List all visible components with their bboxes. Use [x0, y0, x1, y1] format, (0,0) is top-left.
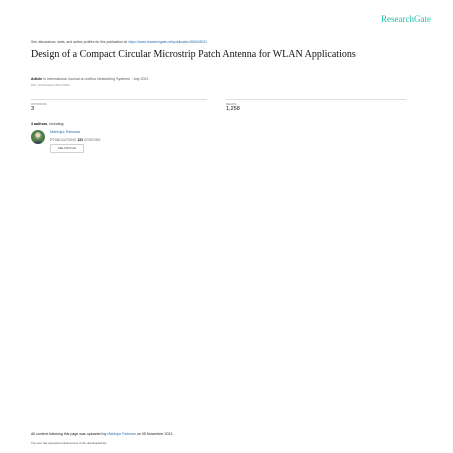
reads-label: READS: [226, 102, 237, 106]
citations-value: 3: [31, 106, 35, 112]
upload-note-prefix: All content following this page was uploaded by: [31, 432, 108, 436]
enhancement-note: The user has requested enhancement of the downloaded file.: [31, 441, 108, 445]
divider-citations: [31, 99, 207, 100]
author-publications-label: PUBLICATIONS: [52, 138, 76, 142]
upload-note-suffix: on 05 November 2021.: [135, 432, 174, 436]
publication-meta: [31, 77, 148, 81]
author-publications-count: 7: [50, 138, 52, 142]
meta-in: in: [43, 77, 46, 81]
authors-heading: [31, 122, 64, 126]
publication-link[interactable]: https://www.researchgate.net/publication/356005011: [128, 40, 207, 44]
authors-including: , including:: [47, 122, 65, 126]
avatar-person-icon: [31, 130, 45, 144]
article-type: Article: [31, 77, 43, 81]
reads-value: 1,258: [226, 106, 240, 112]
author-stats: [50, 138, 100, 142]
uploader-link[interactable]: Mahfujur Rahman: [107, 432, 136, 436]
authors-count: 3 authors: [31, 122, 48, 126]
author-citations-count: 223: [77, 138, 83, 142]
citations-label: CITATIONS: [31, 102, 47, 106]
upload-note: [31, 432, 173, 436]
researchgate-logo[interactable]: ResearchGate: [381, 14, 431, 24]
top-note: [31, 40, 207, 44]
top-note-text: See discussions, stats, and author profiles for this publication at:: [31, 40, 129, 44]
author-name-link[interactable]: Mahfujur Rahman: [50, 130, 81, 134]
divider-reads: [226, 99, 406, 100]
author-citations-label: CITATIONS: [83, 138, 101, 142]
see-profile-button[interactable]: SEE PROFILE: [50, 144, 84, 153]
author-avatar[interactable]: [31, 130, 45, 144]
doi: DOI: 10.5121/ijans.2021.11303: [31, 83, 70, 87]
paper-title: Design of a Compact Circular Microstrip Patch Antenna for WLAN Applications: [31, 49, 356, 60]
journal-name: International Journal on AdHoc Networking Systems · July 2021: [47, 77, 149, 81]
